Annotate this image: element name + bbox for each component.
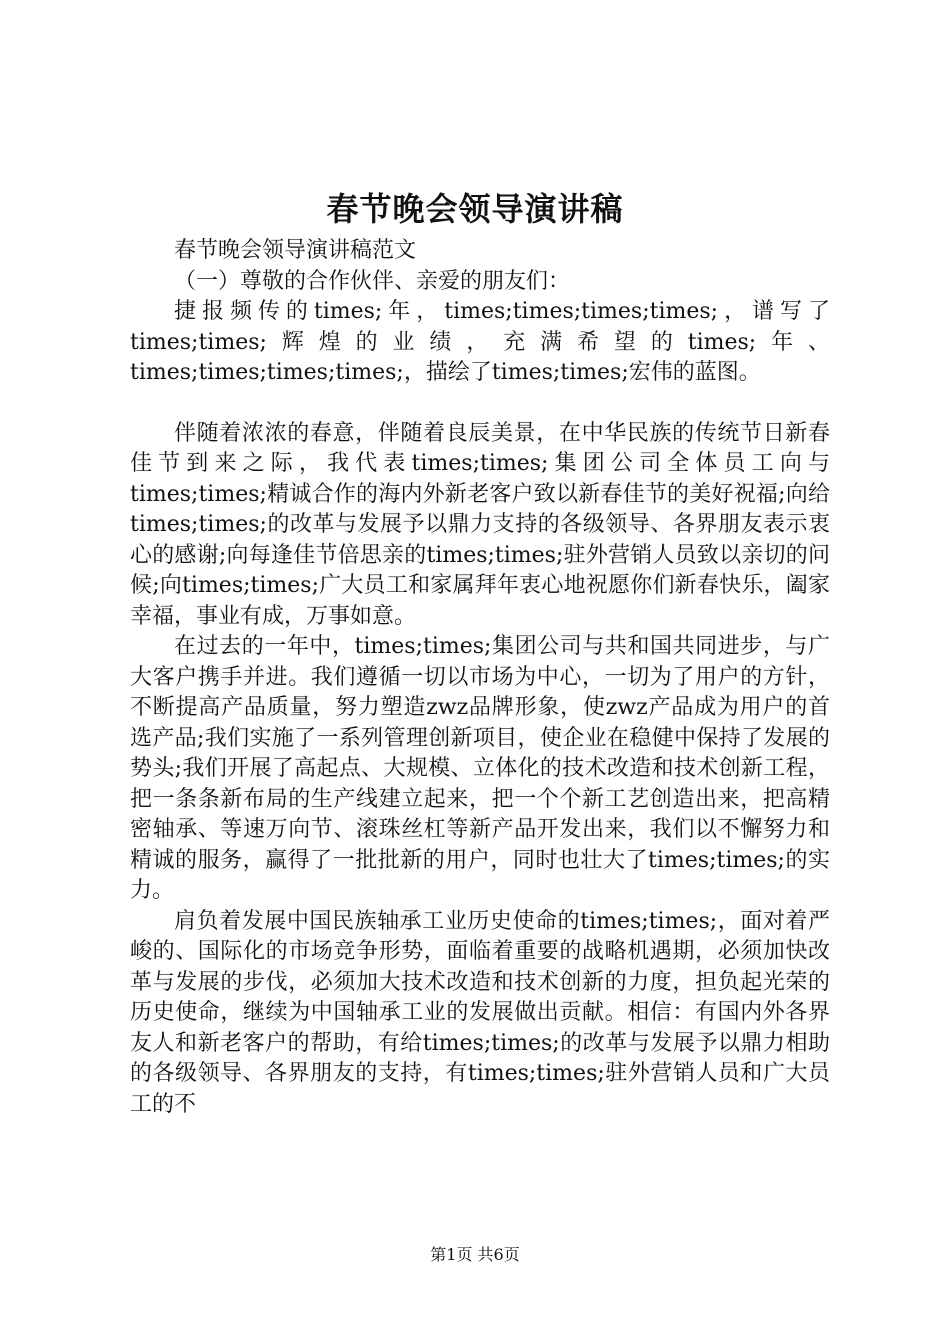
body-paragraph: 肩负着发展中国民族轴承工业历史使命的times;times;，面对着严峻的、国际化的市场竞争形势，面临着重要的战略机遇期，必须加快改革与发展的步伐，必须加大技术改造和技术创新的力度，担负起光荣的历史使命，继续为中国轴承工业的发展做出贡献。相信：有国内外各界友人和新老客户的帮助，有给times;times;的改革与发展予以鼎力相助的各级领导、各界朋友的支持，有times;times;驻外营销人员和广大员工的不 xyxy=(130,908,830,1117)
page-title: 春节晚会领导演讲稿 xyxy=(326,190,624,228)
body-paragraph: 伴随着浓浓的春意，伴随着良辰美景，在中华民族的传统节日新春佳节到来之际，我代表times;times;集团公司全体员工向与times;times;精诚合作的海内外新老客户致以新春佳节的美好祝福;向给times;times;的改革与发展予以鼎力支持的各级领导、各界朋友表示衷心的感谢;向每逢佳节倍思亲的times;times;驻外营销人员致以亲切的问候;向times;times;广大员工和家属拜年衷心地祝愿你们新春快乐，阖家幸福，事业有成，万事如意。 xyxy=(130,420,830,629)
subtitle-paragraph: 春节晚会领导演讲稿范文 xyxy=(174,238,417,263)
paragraph-gap xyxy=(130,389,830,419)
body-paragraph: 在过去的一年中，times;times;集团公司与共和国共同进步，与广大客户携手并进。我们遵循一切以市场为中心，一切为了用户的方针，不断提高产品质量，努力塑造zwz品牌形象，使zwz产品成为用户的首选产品;我们实施了一系列管理创新项目，使企业在稳健中保持了发展的势头;我们开展了高起点、大规模、立体化的技术改造和技术创新工程，把一条条新布局的生产线建立起来，把一个个新工艺创造出来，把高精密轴承、等速万向节、滚珠丝杠等新产品开发出来，我们以不懈努力和精诚的服务，赢得了一批批新的用户，同时也壮大了times;times;的实力。 xyxy=(130,634,830,903)
document-body xyxy=(130,236,830,1120)
salutation-paragraph: （一）尊敬的合作伙伴、亲爱的朋友们： xyxy=(174,268,571,294)
page-footer: 第1页 共6页 xyxy=(430,1245,520,1264)
body-paragraph: 捷报频传的times;年，times;times;times;times;，谱写了times;times;辉煌的业绩，充满希望的times;年、times;times;times;times;，描绘了times;times;宏伟的蓝图。 xyxy=(130,299,830,385)
